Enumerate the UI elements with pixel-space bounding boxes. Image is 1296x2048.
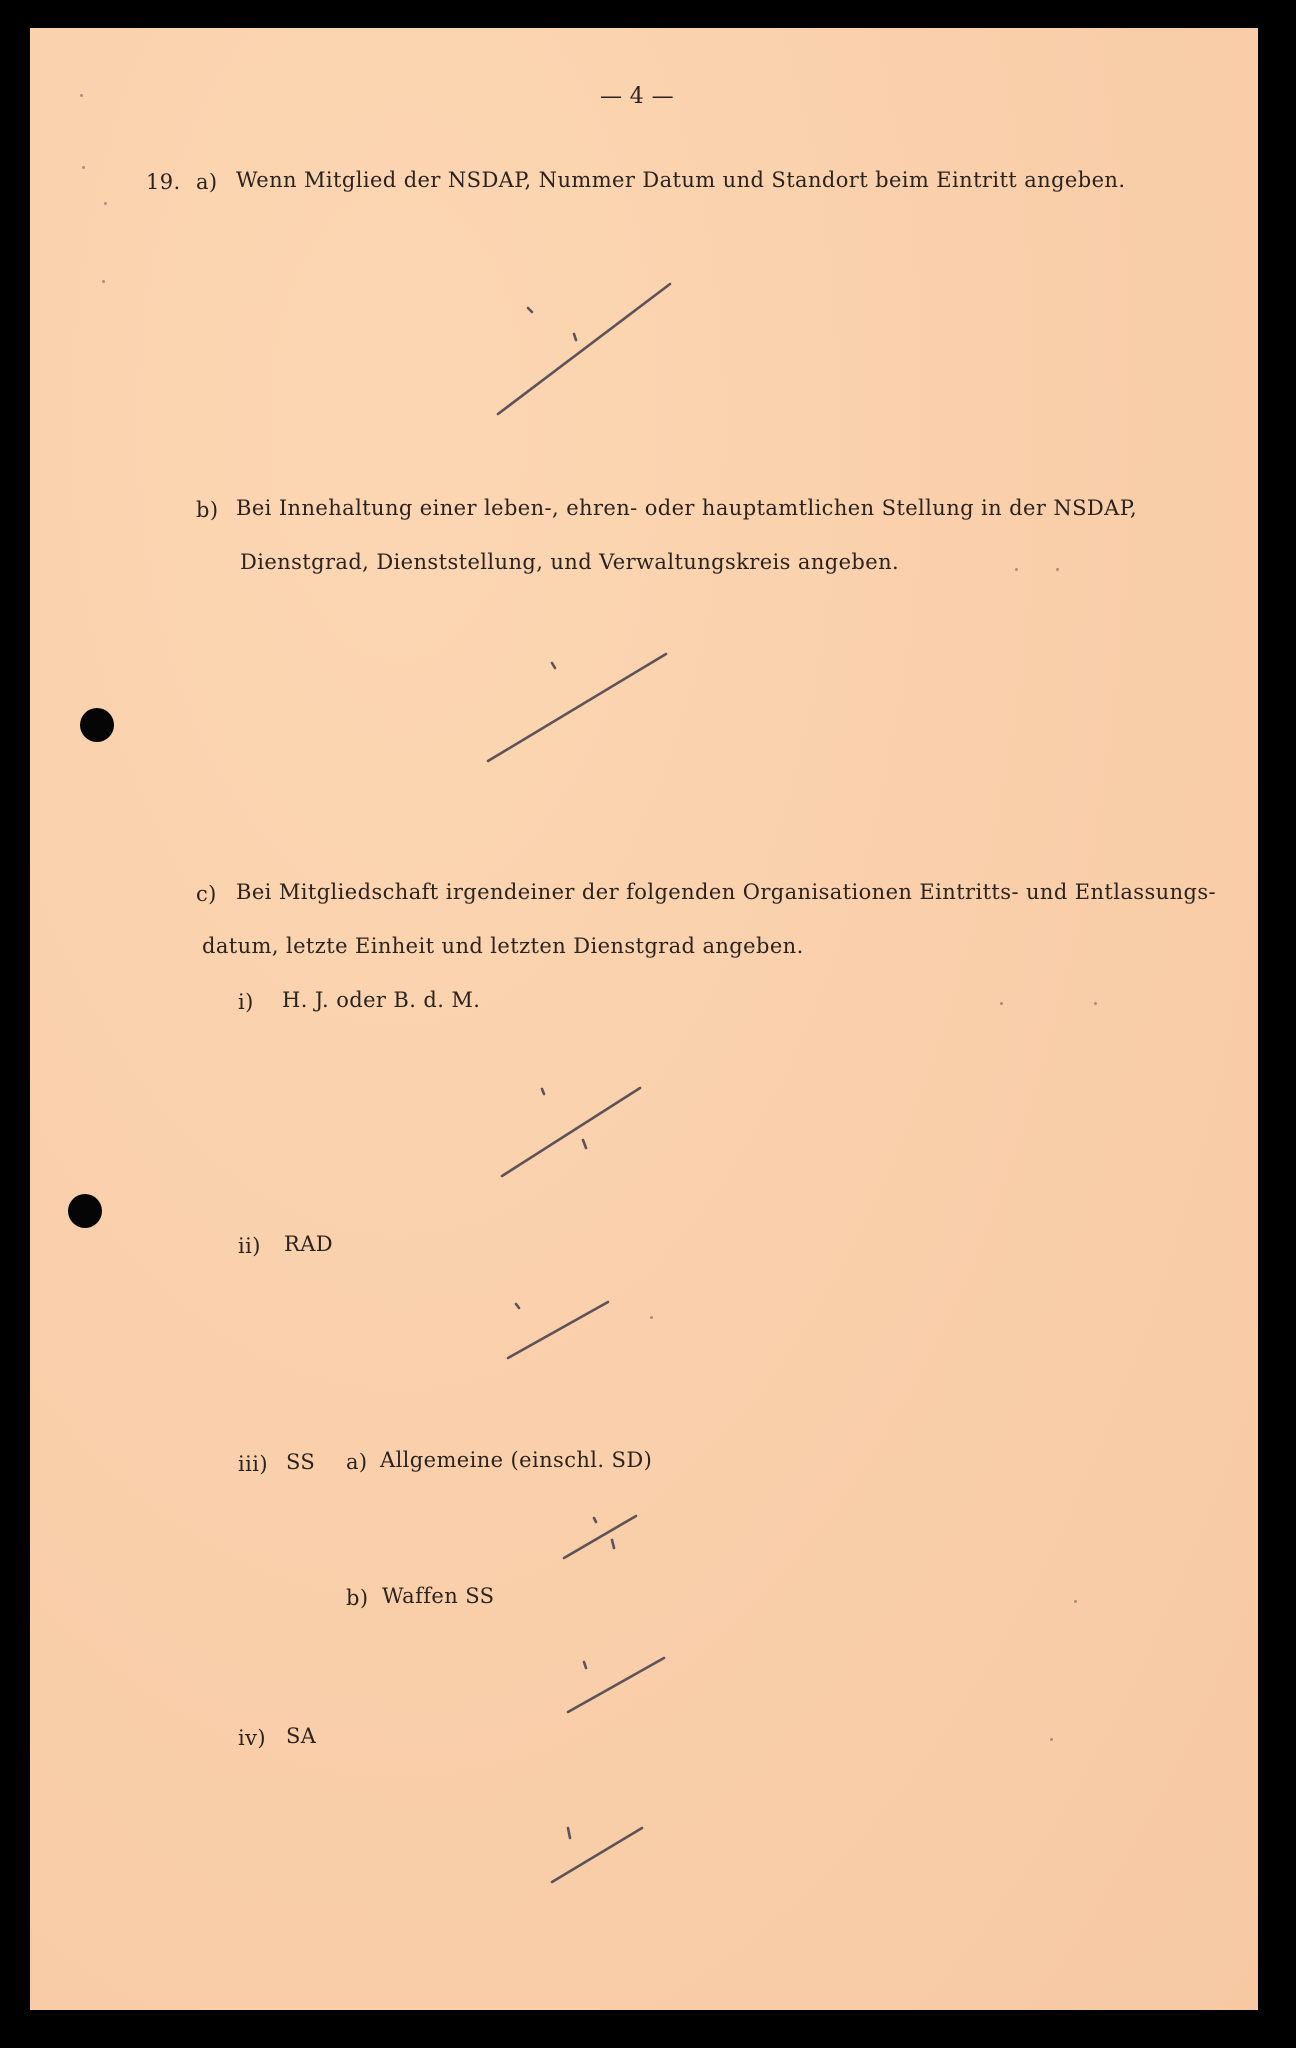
strike-tick-a2	[574, 334, 576, 340]
question-b-marker: b)	[196, 498, 219, 522]
item-iii-marker: iii)	[238, 1452, 268, 1476]
question-c-marker: c)	[196, 882, 217, 906]
item-iv-label: SA	[286, 1724, 317, 1748]
strike-tick-iv	[568, 1828, 570, 1838]
page-number: — 4 —	[600, 84, 674, 109]
item-iii-b-label: Waffen SS	[382, 1584, 495, 1608]
question-b-text-line2: Dienstgrad, Dienststellung, und Verwaltungskreis angeben.	[240, 550, 900, 574]
item-i-marker: i)	[238, 990, 254, 1014]
item-ii-marker: ii)	[238, 1234, 261, 1258]
question-a-marker: a)	[196, 170, 218, 194]
item-iii-b-marker: b)	[346, 1586, 369, 1610]
strike-tick-a1	[528, 308, 532, 312]
item-iii-sub-label: Allgemeine (einschl. SD)	[380, 1448, 653, 1472]
strike-tick-iii-a1	[594, 1518, 596, 1522]
item-iii-sub-marker: a)	[346, 1450, 368, 1474]
strike-line-ii	[508, 1302, 608, 1358]
strike-line-iv	[552, 1828, 642, 1882]
strike-tick-iii-b	[584, 1662, 586, 1668]
pencil-strokes	[30, 28, 1258, 2010]
strike-tick-i1	[542, 1089, 544, 1094]
question-c-text-line2: datum, letzte Einheit und letzten Dienstgrad angeben.	[202, 934, 804, 958]
question-number: 19.	[146, 170, 181, 194]
strike-line-iii-b	[568, 1658, 664, 1712]
strike-tick-i2	[583, 1140, 586, 1148]
item-iv-marker: iv)	[238, 1726, 266, 1750]
document-page	[30, 28, 1258, 2010]
strike-tick-iii-a2	[612, 1540, 614, 1548]
strike-tick-b	[552, 663, 555, 668]
strike-tick-ii	[516, 1304, 519, 1308]
item-ii-label: RAD	[284, 1232, 334, 1256]
strike-line-iii-a	[564, 1516, 636, 1558]
item-iii-label: SS	[286, 1450, 316, 1474]
strike-line-i	[502, 1088, 640, 1176]
item-i-label: H. J. oder B. d. M.	[282, 988, 481, 1012]
question-c-text-line1: Bei Mitgliedschaft irgendeiner der folgenden Organisationen Eintritts- und Entlassungs-	[236, 880, 1217, 904]
strike-line-a	[498, 284, 670, 414]
question-a-text: Wenn Mitglied der NSDAP, Nummer Datum und Standort beim Eintritt angeben.	[236, 168, 1126, 192]
strike-line-b	[488, 654, 666, 761]
question-b-text-line1: Bei Innehaltung einer leben-, ehren- oder hauptamtlichen Stellung in der NSDAP,	[236, 496, 1138, 520]
